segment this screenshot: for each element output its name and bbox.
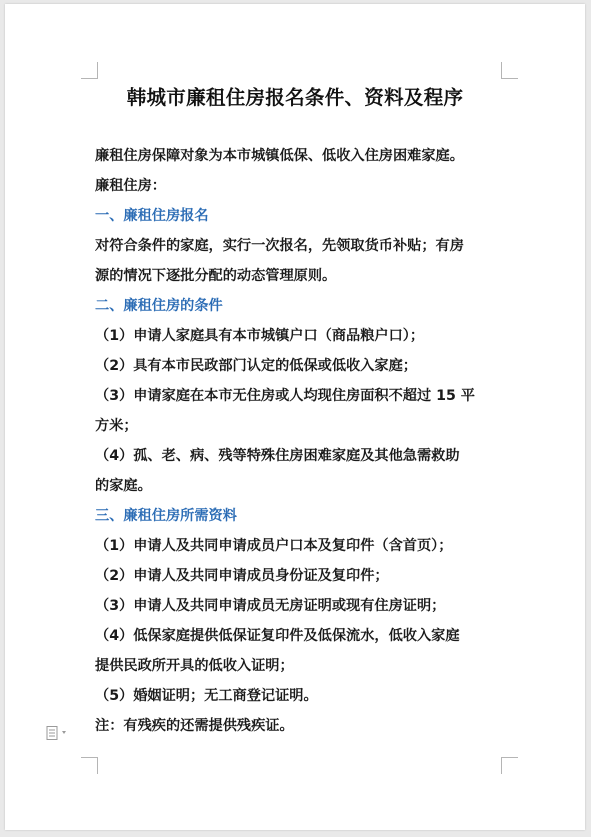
margin-corner-top-left <box>81 62 98 79</box>
document-page <box>5 4 585 830</box>
list-item-continuation: 提供民政所开具的低收入证明； <box>95 658 294 674</box>
note: 注：有残疾的还需提供残疾证。 <box>95 718 294 734</box>
paragraph: 廉租住房保障对象为本市城镇低保、低收入住房困难家庭。 <box>95 148 464 164</box>
list-item: （4）低保家庭提供低保证复印件及低保流水，低收入家庭 <box>95 628 460 644</box>
list-item: （2）具有本市民政部门认定的低保或低收入家庭； <box>95 358 417 374</box>
document-title: 韩城市廉租住房报名条件、资料及程序 <box>126 86 464 109</box>
list-item: （4）孤、老、病、残等特殊住房困难家庭及其他急需救助 <box>95 448 460 464</box>
paragraph: 廉租住房： <box>95 178 166 194</box>
list-item: （2）申请人及共同申请成员身份证及复印件； <box>95 568 389 584</box>
list-item-continuation: 的家庭。 <box>95 478 152 494</box>
list-item-continuation: 方米； <box>95 418 138 434</box>
margin-corner-top-right <box>501 62 518 79</box>
section-heading: 三、廉租住房所需资料 <box>95 508 237 524</box>
list-item: （3）申请人及共同申请成员无房证明或现有住房证明； <box>95 598 446 614</box>
list-item: （1）申请人及共同申请成员户口本及复印件（含首页）； <box>95 538 453 554</box>
paste-options-icon[interactable] <box>45 725 75 741</box>
list-item: （1）申请人家庭具有本市城镇户口（商品粮户口）； <box>95 328 425 344</box>
section-heading: 二、廉租住房的条件 <box>95 298 223 314</box>
paragraph: 对符合条件的家庭，实行一次报名，先领取货币补贴；有房 <box>95 238 464 254</box>
margin-corner-bottom-right <box>501 757 518 774</box>
document-body[interactable] <box>95 141 515 741</box>
list-item: （5）婚姻证明；无工商登记证明。 <box>95 688 318 704</box>
margin-corner-bottom-left <box>81 757 98 774</box>
list-item: （3）申请家庭在本市无住房或人均现住房面积不超过 15 平 <box>95 388 475 404</box>
paragraph: 源的情况下逐批分配的动态管理原则。 <box>95 268 337 284</box>
section-heading: 一、廉租住房报名 <box>95 208 209 224</box>
